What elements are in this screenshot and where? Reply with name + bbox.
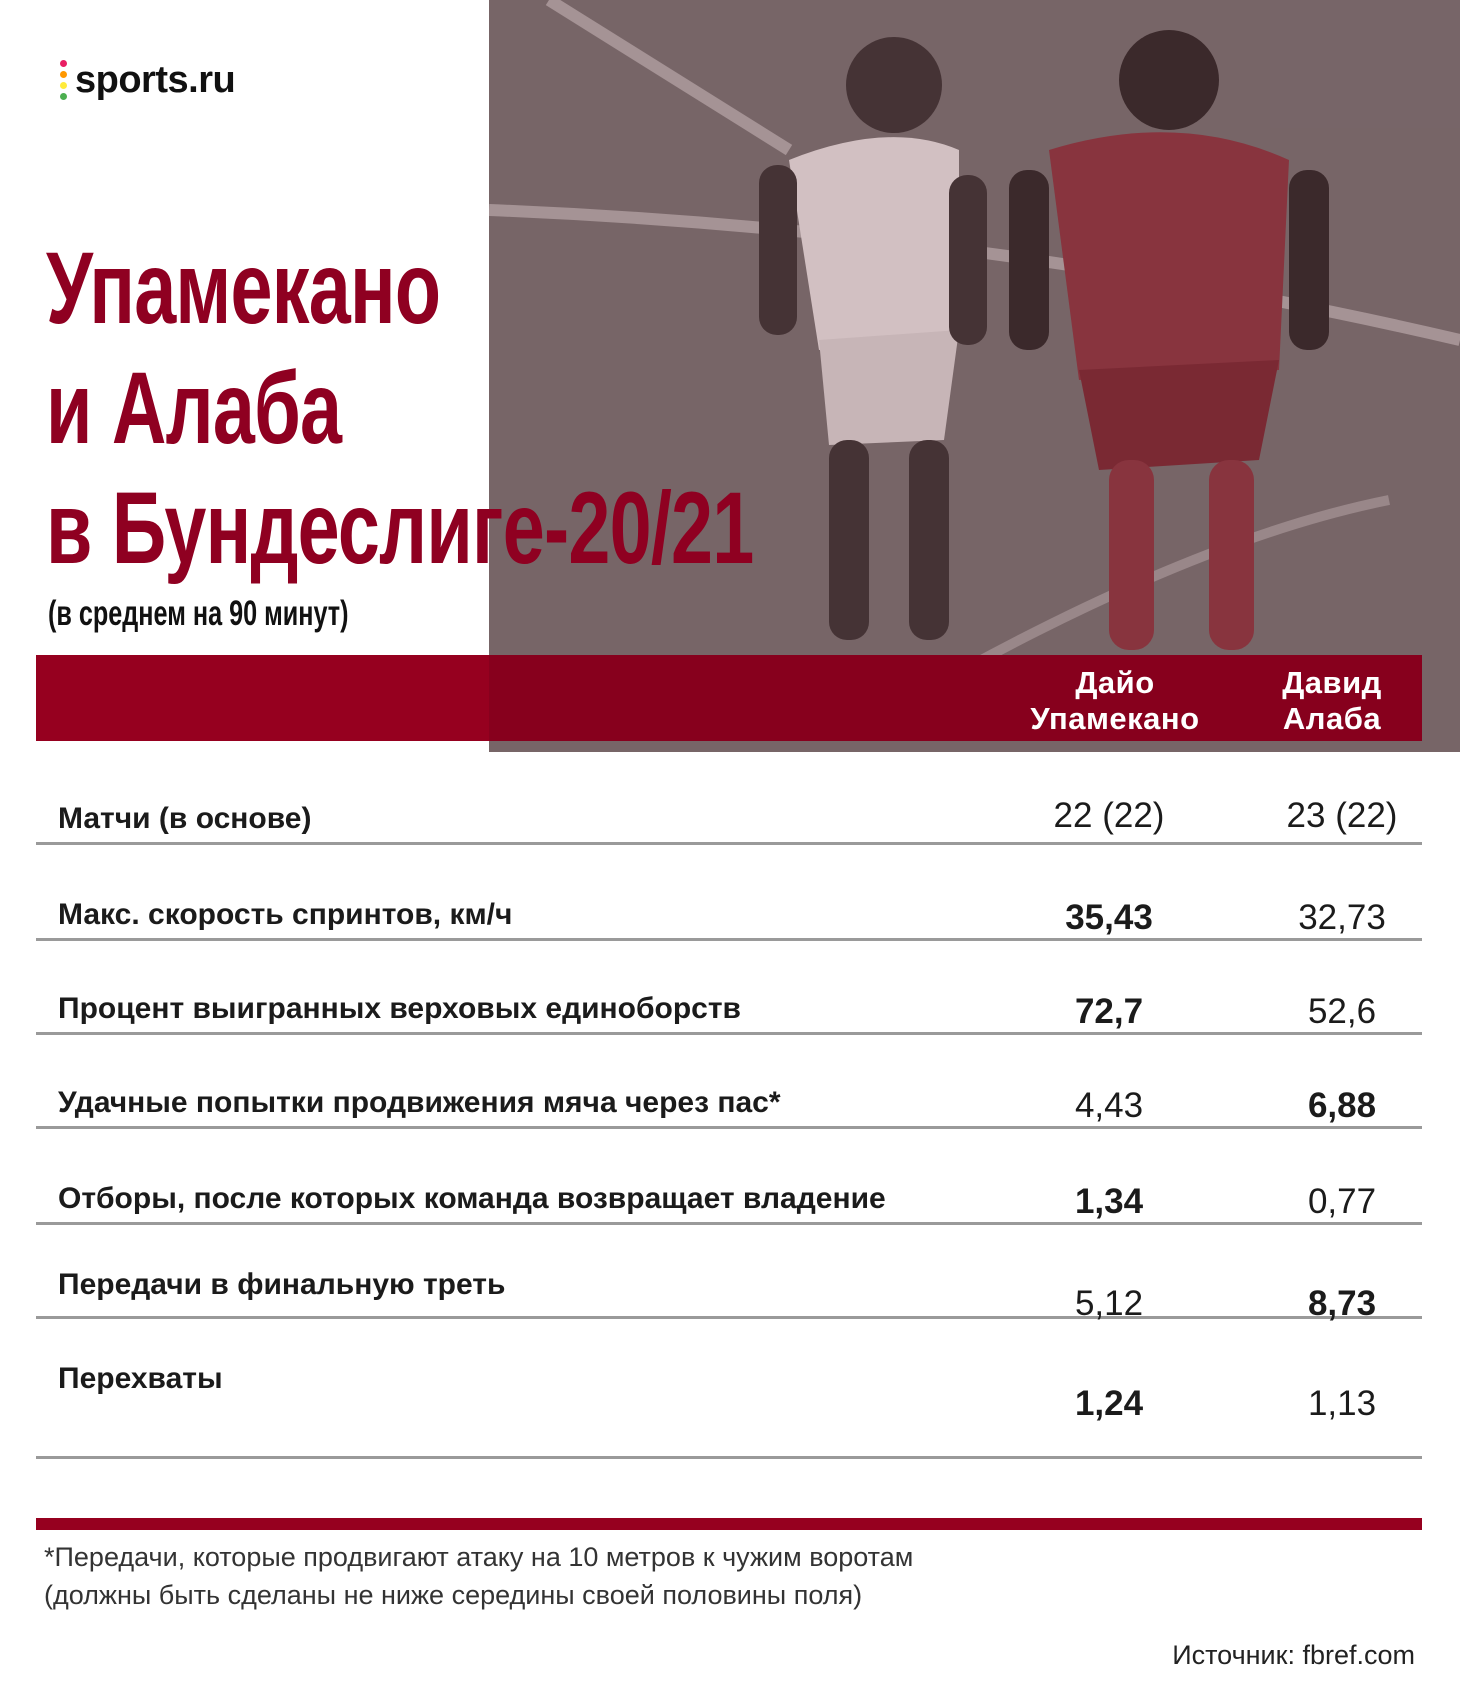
stat-value-upamecano: 72,7 (1074, 992, 1144, 1031)
logo-dot (60, 93, 67, 100)
footnote-line-2: (должны быть сделаны не ниже середины своей половины поля) (44, 1580, 863, 1610)
stat-value-alaba: 32,73 (1298, 898, 1386, 937)
stat-label: Процент выигранных верховых единоборств (58, 992, 741, 1025)
stat-value-upamecano: 5,12 (1074, 1284, 1144, 1323)
stat-label: Матчи (в основе) (58, 802, 312, 835)
stat-value-alaba: 52,6 (1307, 992, 1377, 1031)
table-row (36, 846, 1422, 941)
stat-value-upamecano: 22 (22) (1053, 796, 1165, 835)
footnote-line-1: *Передачи, которые продвигают атаку на 10 метров к чужим воротам (44, 1542, 914, 1572)
stat-value-alaba: 8,73 (1307, 1284, 1377, 1323)
source-credit: Источник: fbref.com (1172, 1640, 1415, 1670)
player-last-name: Алаба (1282, 701, 1382, 736)
stat-label: Перехваты (58, 1362, 223, 1395)
logo-text: sports.ru (75, 58, 236, 101)
stat-value-upamecano: 4,43 (1074, 1086, 1144, 1125)
table-row (36, 1224, 1422, 1323)
table-row (36, 1318, 1422, 1459)
logo-dots-icon (60, 60, 67, 100)
title-line-2: и Алаба (46, 351, 342, 465)
logo-dot (60, 71, 67, 78)
stat-value-upamecano: 35,43 (1065, 898, 1153, 937)
stat-value-alaba: 0,77 (1307, 1182, 1377, 1221)
stat-label: Передачи в финальную треть (58, 1268, 506, 1301)
logo-dot (60, 82, 67, 89)
stat-label: Отборы, после которых команда возвращает владение (58, 1182, 886, 1215)
stat-value-upamecano: 1,34 (1074, 1182, 1144, 1221)
title-line-3: в Бундеслиге-20/21 (46, 471, 754, 585)
table-row (36, 940, 1422, 1035)
stat-value-alaba: 23 (22) (1286, 796, 1398, 835)
table-row (36, 1034, 1422, 1129)
stat-value-alaba: 1,13 (1307, 1384, 1377, 1423)
player-last-name: Упамекано (1030, 701, 1200, 736)
logo-dot (60, 60, 67, 67)
footnote (44, 1538, 913, 1614)
table-row (36, 750, 1422, 845)
player-first-name: Дайо (1075, 665, 1155, 700)
player-name-alaba (1262, 665, 1402, 737)
table-row (36, 1130, 1422, 1225)
stat-label: Макс. скорость спринтов, км/ч (58, 898, 513, 931)
page-title (46, 228, 754, 588)
title-line-1: Упамекано (46, 231, 441, 345)
sports-ru-logo[interactable] (60, 52, 235, 108)
stat-label: Удачные попытки продвижения мяча через пас* (58, 1086, 781, 1119)
table-bottom-rule (36, 1518, 1422, 1530)
stat-value-alaba: 6,88 (1307, 1086, 1377, 1125)
player-first-name: Давид (1282, 665, 1382, 700)
stat-value-upamecano: 1,24 (1074, 1384, 1144, 1423)
subtitle: (в среднем на 90 минут) (48, 594, 349, 633)
player-name-upamecano (1015, 665, 1215, 737)
